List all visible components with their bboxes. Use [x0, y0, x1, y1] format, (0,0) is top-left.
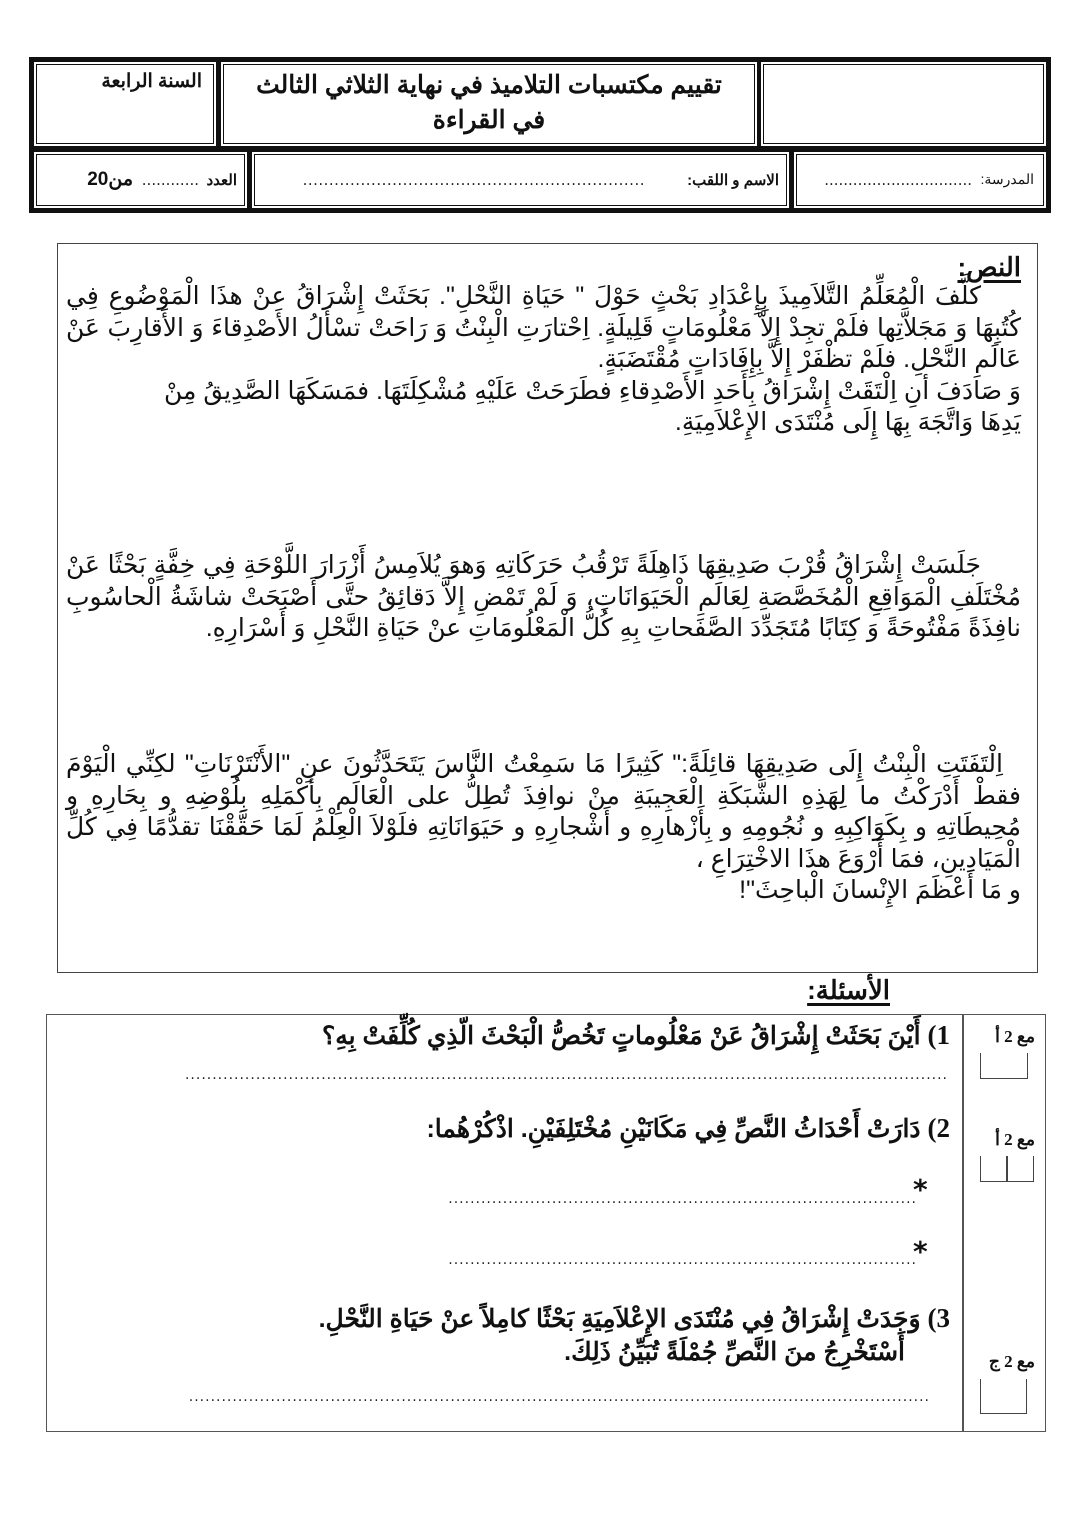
question-2-number: 2) — [927, 1113, 950, 1143]
name-field[interactable]: ................................................................. — [302, 171, 645, 189]
school-field[interactable]: ............................... — [824, 171, 972, 189]
exam-title: تقييم مكتسبات التلاميذ في نهاية الثلاثي الثالث — [256, 71, 722, 99]
name-label: الاسم و اللقب: — [687, 172, 779, 189]
score-box-q1[interactable] — [980, 1053, 1028, 1079]
paragraph-1-text: كلَّفَ الْمُعَلِّمُ التَّلاَمِيذَ بِإِعْدَادِ بَحْثٍ حَوْلَ " حَيَاةِ النَّحْلِ". بَحَثَتْ إِشْرَاقُ عنْ هذَا الْمَوْضُوعِ فِي كُتُبِهَا وَ مَجَلاَّتِها فلَمْ تجِدْ إِلاَّ مَعْلُومَاتٍ قَلِيلَةٍ. اِحْتارَتِ الْبِنْتُ وَ رَاحَتْ تسْأَلُ الأَصْدِقاءَ وَ الأَقارِبَ عَنْ عَالَمِ النَّحْلِ. فلَمْ تظْفَرْ إِلاَّ بِإِفَادَاتٍ مُقْتَضَبَةٍ. — [66, 282, 1021, 373]
header-row-top — [34, 62, 1046, 146]
score-box-q2-b[interactable] — [1006, 1156, 1034, 1182]
criteria-column-divider — [962, 1015, 964, 1431]
paragraph-2-text: جَلَسَتْ إِشْرَاقُ قُرْبَ صَدِيقِهَا ذَاهِلَةً تَرْقُبُ حَرَكَاتِهِ وَهوَ يُلاَمِسُ أَزْرَارَ اللَّوْحَةِ فِي خِفَّةٍ بَحْثًا عَنْ مُخْتَلَفِ الْمَوَاقِعِ الْمُخَصَّصَةِ لِعَالَمِ الْحَيَوَانَاتِ، وَ لَمْ تَمْضِ إِلاَّ دَقائِقُ حتَّى أَصْبَحَتْ شاشَةُ الْحاسُوبِ نافِذَةً مَفْتُوحَةً وَ كِتَابًا مُتَجَدِّدَ الصَّفَحاتِ بِهِ كُلُّ الْمَعْلُومَاتِ عنْ حَيَاةِ النَّحْلِ وَ أَسْرَارِهِ. — [66, 551, 1021, 642]
logo-cell-empty — [761, 62, 1046, 146]
bullet-q2-1: * — [913, 1173, 928, 1206]
bullet-q2-2: * — [913, 1235, 928, 1268]
question-3-text: وَجَدَتْ إِشْرَاقُ فِي مُنْتَدَى الإِعْلاَمِيَةِ بَحْثًا كامِلاً عنْ حَيَاةِ النَّحْلِ. — [318, 1305, 921, 1333]
paragraph-1b-text: وَ صَادَفَ أنِ اِلْتَقَتْ إِشْرَاقُ بِأَحَدِ الأَصْدِقاءِ فطَرَحَتْ عَلَيْهِ مُشْكِلَتَهَا. فمَسَكَهَا الصَّدِيقُ مِنْ — [163, 376, 1021, 405]
school-label: المدرسة: — [980, 171, 1034, 187]
criterion-q3: مع 2 ج — [988, 1352, 1035, 1371]
exam-subject: في القراءة — [432, 106, 546, 134]
paragraph-1 — [66, 281, 1021, 439]
answer-field-q2-2[interactable]: ...................................................................................... — [448, 1252, 917, 1268]
question-3 — [319, 1303, 950, 1334]
answer-field-q2-1[interactable]: ...................................................................................... — [448, 1191, 917, 1207]
name-cell — [252, 152, 789, 208]
paragraph-2 — [66, 550, 1021, 645]
paragraph-3b-text: و مَا أَعْظَمَ الإِنْسانَ الْباحِثَ"! — [739, 876, 1021, 904]
header-table — [29, 57, 1051, 213]
question-1 — [322, 1020, 950, 1051]
score-label: العدد — [206, 172, 237, 189]
score-max: من20 — [87, 169, 133, 190]
score-box-q2-a[interactable] — [980, 1156, 1008, 1182]
score-box-q3[interactable] — [980, 1379, 1027, 1414]
question-2-text: دَارَتْ أَحْدَاثُ النَّصِّ فِي مَكَانَيْنِ مُخْتَلِفَيْنِ. اذْكُرْهُما: — [426, 1115, 921, 1143]
school-cell — [794, 152, 1046, 208]
paragraph-3-text: اِلْتَفَتَتِ الْبِنْتُ إِلَى صَدِيقِهَا قائِلَةً:" كَثِيرًا مَا سَمِعْتُ النَّاسَ يَتَحَدَّثُونَ عنِ "الأَنْتَرْنَاتِ" لكِنِّي الْيَوْمَ فقطْ أَدْرَكْتُ ما لِهَذِهِ الشَّبَكَةِ الْعَجِيبَةِ منْ نوافِذَ تُطِلُّ على الْعَالَمِ بِأَكْمَلِهِ بِلُوْضِهِ و بِحَارِهِ و مُحِيطَاتِهِ و بِكَوَاكِبِهِ و نُجُومِهِ و بِأَزْهارِهِ و أَشْجارِهِ و حَيَوَانَاتِهِ فلَوْلاَ الْعِلْمُ لَمَا حَقَّقْنَا تقدُّمًا فِي كُلِّ الْمَيَادِينِ، فمَا أَرْوَعَ هذَا الاخْتِرَاعِ ، — [66, 750, 1021, 873]
answer-field-q3[interactable]: ........................................................................................................................................ — [188, 1389, 930, 1405]
question-3-line2: أَسْتَخْرِجُ منَ النَّصِّ جُمْلَةً تُبَيِّنُ ذَلِكَ. — [564, 1338, 905, 1366]
answer-field-q1[interactable]: ............................................................................................................................................ — [184, 1067, 948, 1083]
text-heading: النص: — [957, 252, 1021, 282]
question-3-number: 3) — [927, 1303, 950, 1333]
grade-label: السنة الرابعة — [101, 71, 202, 92]
question-1-number: 1) — [927, 1020, 950, 1050]
questions-box — [46, 1014, 1046, 1432]
question-2 — [426, 1113, 950, 1144]
criterion-q2: مع 2 أ — [995, 1130, 1035, 1149]
grade-cell — [34, 62, 216, 146]
title-cell — [221, 62, 757, 146]
score-cell — [34, 152, 247, 208]
header-row-bottom — [34, 152, 1046, 208]
questions-heading: الأسئلة: — [807, 975, 890, 1005]
score-field[interactable]: ............ — [141, 171, 199, 189]
criterion-q1: مع 2 أ — [995, 1027, 1035, 1046]
paragraph-3 — [66, 749, 1021, 907]
question-1-text: أَيْنَ بَحَثَتْ إِشْرَاقُ عَنْ مَعْلُوماتٍ تَخُصُّ الْبَحْثَ الّذِي كُلِّفَتْ بِهِ؟ — [321, 1022, 921, 1050]
paragraph-1c-text: يَدِهَا وَاتَّجَهَ بِهَا إِلَى مُنْتَدَى الإِعْلاَمِيَةِ. — [674, 408, 1021, 436]
reading-text-box — [57, 243, 1038, 973]
